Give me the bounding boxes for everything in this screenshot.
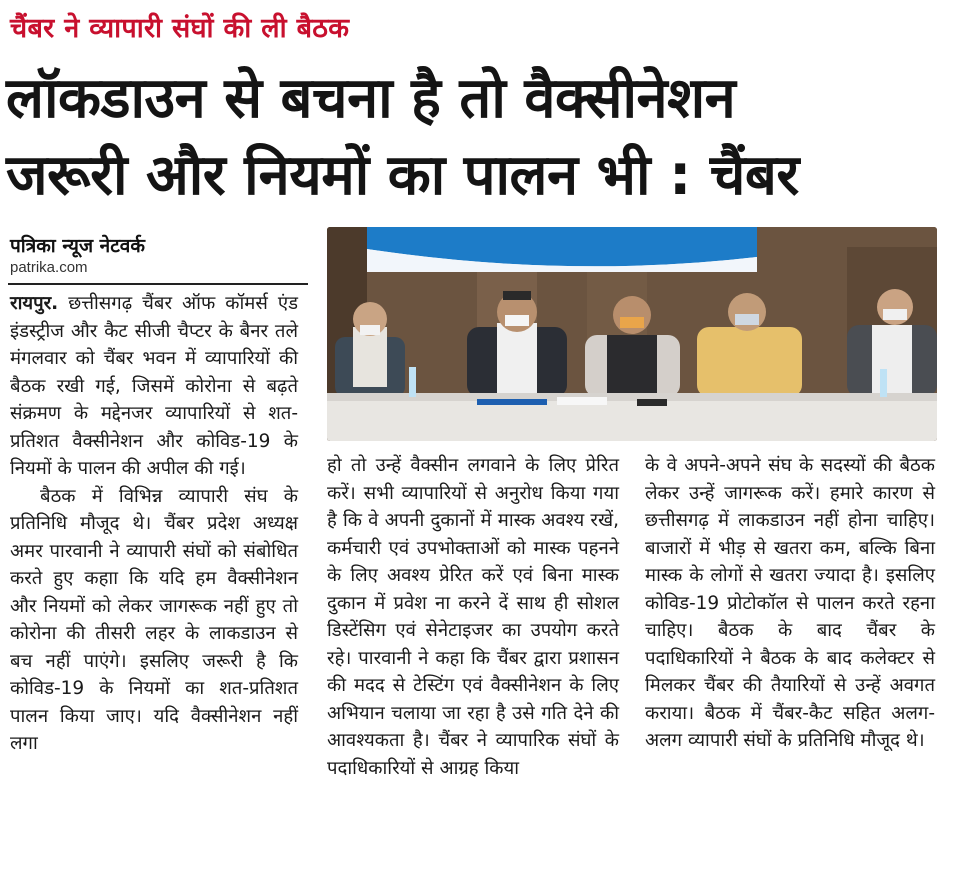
news-photo <box>327 227 937 441</box>
paragraph-4: के वे अपने-अपने संघ के सदस्यों की बैठक लेकर उन्हें जागरूक करें। हमारे कारण से छत्तीसगढ़ में लाकडाउन नहीं होना चाहिए। बाजारों में भीड़ से खतरा कम, बल्कि बिना मास्क के लोगों से खतरा ज्यादा है। इसलिए कोविड-19 प्रोटोकॉल से पालन करते रहना चाहिए। बैठक के बाद चैंबर के पदाधिकारियों ने बैठक के बाद कलेक्टर से मिलकर चैंबर की तैयारियों से उन्हें अवगत कराया। बैठक में चैंबर-कैट सहित अलग-अलग व्यापारी संघों के प्रतिनिधि मौजूद थे। <box>645 455 935 751</box>
byline-rule <box>8 283 308 285</box>
byline: पत्रिका न्यूज नेटवर्क <box>10 235 145 257</box>
article-column-1 <box>10 290 298 758</box>
paragraph-1 <box>10 290 298 483</box>
site-name: patrika.com <box>10 259 88 276</box>
meeting-photo-image <box>327 227 937 441</box>
kicker-headline: चैंबर ने व्यापारी संघों की ली बैठक <box>10 13 350 44</box>
paragraph-2: बैठक में विभिन्न व्यापारी संघ के प्रतिनिधि मौजूद थे। चैंबर प्रदेश अध्यक्ष अमर पारवानी ने व्यापारी संघों को संबोधित करते हुए कहाा कि यदि हम वैक्सीनेशन और नियमों को लेकर जागरूक नहीं हुए तो कोरोना की तीसरी लहर के लाकडाउन से बच नहीं पाएंगे। इसलिए जरूरी है कि कोविड-19 के नियमों का शत-प्रतिशत पालन किया जाए। यदि वैक्सीनेशन नहीं लगा <box>10 485 298 754</box>
headline-line-2: जरूरी और नियमों का पालन भी : चैंबर <box>6 143 799 208</box>
headline-line-1: लॉकडाउन से बचना है तो वैक्सीनेशन <box>6 66 736 131</box>
paragraph-3: हो तो उन्हें वैक्सीन लगवाने के लिए प्रेरित करें। सभी व्यापारियों से अनुरोध किया गया है कि वे अपनी दुकानों में मास्क अवश्य रखें, कर्मचारी एवं उपभोक्ताओं को मास्क पहनने के लिए अवश्य प्रेरित करें एवं बिना मास्क दुकान में प्रवेश ना करने दें साथ ही सोशल डिस्टेंसिग एवं सेनेटाइजर का उपयोग करते रहे। पारवानी ने कहा कि चैंबर द्वारा प्रशासन की मदद से टेस्टिंग एवं वैक्सीनेशन के लिए अभियान चलाया जा रहा है उसे गति देने की आवश्यकता है। चैंबर ने व्यापारिक संघों के पदाधिकारियों से आग्रह किया <box>327 455 619 779</box>
paragraph-1-text: छत्तीसगढ़ चैंबर ऑफ कॉमर्स एंड इंडस्ट्रीज और कैट सीजी चैप्टर के बैनर तले मंगलवार को चैंबर भवन में व्यापारियों की बैठक रखी गई, जिसमें कोरोना से बढ़ते संक्रमण के मद्देनजर व्यापारियों से शत-प्रतिशत वैक्सीनेशन और कोविड-19 के नियमों के पालन की अपील की गई। <box>10 293 298 479</box>
main-headline <box>6 60 956 214</box>
article-column-2 <box>327 452 619 782</box>
dateline-place: रायपुर. <box>10 293 59 314</box>
article-column-3 <box>645 452 935 755</box>
